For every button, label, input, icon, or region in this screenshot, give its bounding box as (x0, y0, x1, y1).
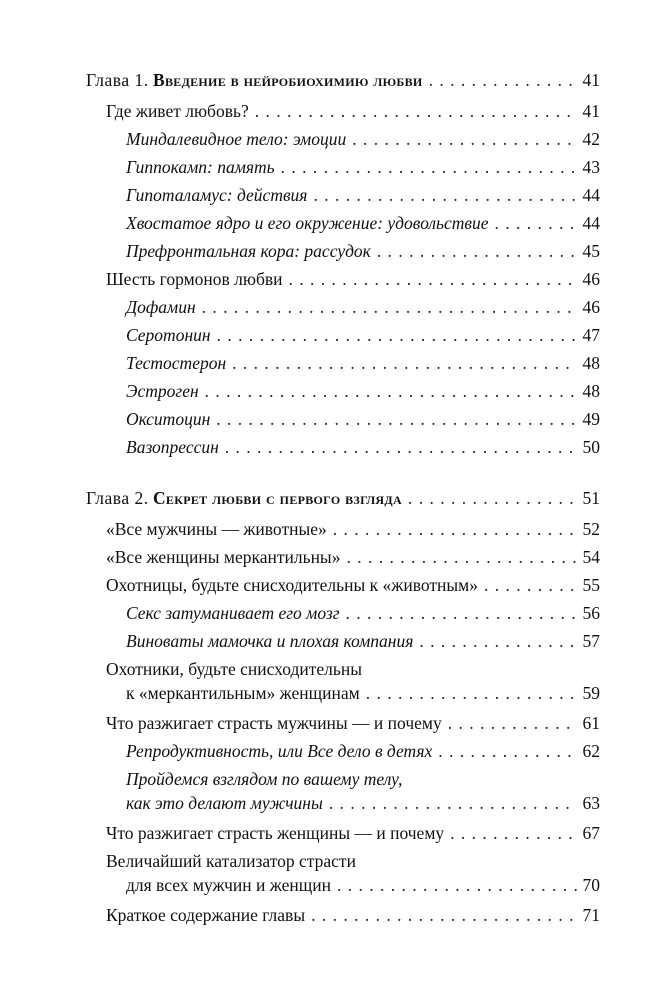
toc-entry[interactable]: Шесть гормонов любви . . . 46 (86, 269, 600, 289)
toc-entry[interactable]: Гиппокамп: память . . . 43 (86, 157, 600, 177)
chapter-2-page: 51 (582, 488, 600, 508)
toc-entry[interactable]: «Все мужчины — животные» . . . 52 (86, 519, 600, 539)
chapter-1-heading[interactable] (86, 70, 600, 90)
toc-entry-line1[interactable]: Величайший катализатор страсти (106, 851, 356, 871)
toc-entry[interactable]: Дофамин . . . 46 (86, 297, 600, 317)
toc-entry[interactable]: Виноваты мамочка и плохая компания . . . 57 (86, 631, 600, 651)
chapter-2-heading[interactable] (86, 488, 600, 508)
toc-entry[interactable]: Хвостатое ядро и его окружение: удовольствие . . . 44 (86, 213, 600, 233)
toc-entry[interactable]: к «меркантильным» женщинам . . . 59 (86, 683, 600, 703)
toc-entry[interactable]: Тестостерон . . . 48 (86, 353, 600, 373)
toc-entry[interactable]: Где живет любовь? . . . 41 (86, 101, 600, 121)
chapter-2-prefix: Глава 2. (86, 488, 149, 508)
toc-entry[interactable]: Эстроген . . . 48 (86, 381, 600, 401)
toc-entry[interactable]: Гипоталамус: действия . . . 44 (86, 185, 600, 205)
toc-entry-line1[interactable]: Охотники, будьте снисходительны (106, 659, 363, 679)
toc-entry[interactable]: Репродуктивность, или Все дело в детях . . . 62 (86, 741, 600, 761)
toc-entry[interactable]: Префронтальная кора: рассудок . . . 45 (86, 241, 600, 261)
toc-entry[interactable]: Охотницы, будьте снисходительны к «животным» . . . 55 (86, 575, 600, 595)
chapter-1-page: 41 (582, 70, 600, 90)
toc-entry[interactable]: Краткое содержание главы . . . 71 (86, 905, 600, 925)
toc-entry[interactable]: Миндалевидное тело: эмоции . . . 42 (86, 129, 600, 149)
toc-entry[interactable]: Что разжигает страсть мужчины — и почему . . . 61 (86, 713, 600, 733)
toc-entry[interactable]: для всех мужчин и женщин . . . 70 (86, 875, 600, 895)
toc-entry[interactable]: Вазопрессин . . . 50 (86, 437, 600, 457)
toc-entry[interactable]: Серотонин . . . 47 (86, 325, 600, 345)
chapter-2-title: Секрет любви с первого взгляда (152, 488, 402, 508)
toc-entry[interactable]: «Все женщины меркантильны» . . . 54 (86, 547, 600, 567)
chapter-1-title: Введение в нейробиохимию любви (152, 70, 423, 90)
toc-entry[interactable]: Секс затуманивает его мозг . . . 56 (86, 603, 600, 623)
chapter-1-prefix: Глава 1. (86, 70, 149, 90)
toc-entry[interactable]: как это делают мужчины . . . 63 (86, 793, 600, 813)
toc-entry[interactable]: Что разжигает страсть женщины — и почему . . . 67 (86, 823, 600, 843)
toc-entry[interactable]: Окситоцин . . . 49 (86, 409, 600, 429)
toc-entry-line1[interactable]: Пройдемся взглядом по вашему телу, (126, 769, 403, 789)
